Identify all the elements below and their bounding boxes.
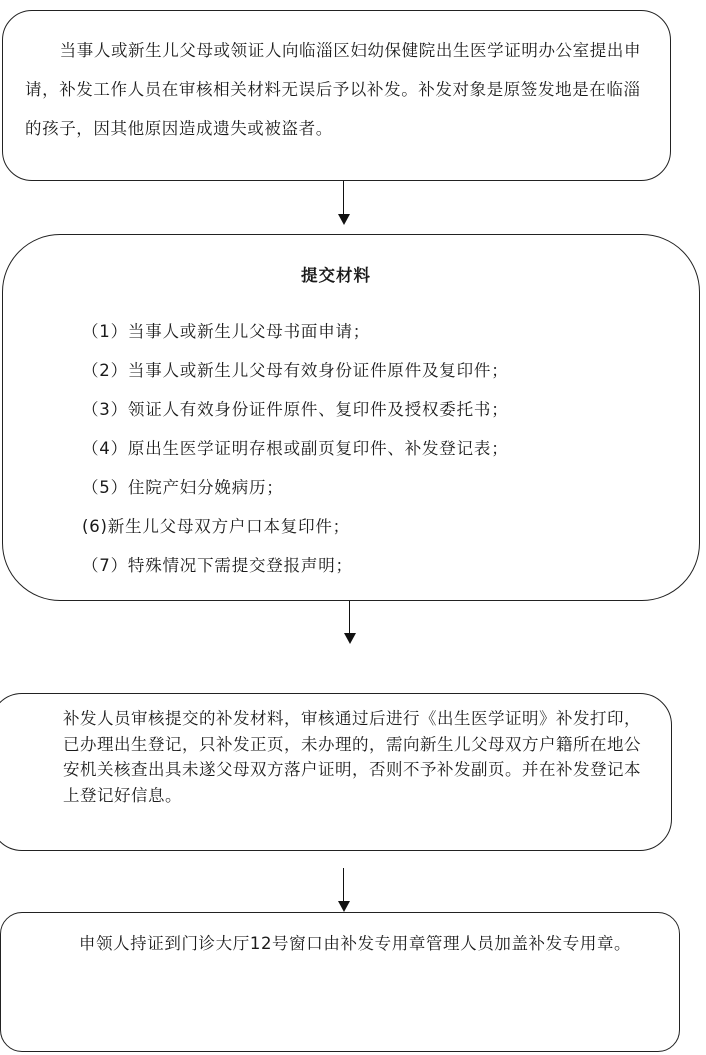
materials-item: (6)新生儿父母双方户口本复印件； — [82, 517, 350, 536]
flow-arrow-down — [344, 601, 356, 644]
step-stamp-text: 申领人持证到门诊大厅12号窗口由补发专用章管理人员加盖补发专用章。 — [78, 934, 632, 953]
step-materials-box — [2, 234, 700, 601]
materials-list — [82, 312, 509, 585]
step-application-text: 当事人或新生儿父母或领证人向临淄区妇幼保健院出生医学证明办公室提出申请，补发工作人员在审核相关材料无误后予以补发。补发对象是原签发地是在临淄的孩子，因其他原因造成遗失或被盗者。 — [25, 41, 642, 138]
materials-title: 提交材料 — [301, 266, 371, 285]
flow-arrow-down — [338, 181, 350, 225]
flow-arrow-down — [338, 868, 350, 912]
materials-item: （3）领证人有效身份证件原件、复印件及授权委托书； — [82, 400, 509, 419]
materials-item: （5）住院产妇分娩病历； — [82, 478, 284, 497]
step-application-box — [2, 10, 671, 181]
materials-item: （1）当事人或新生儿父母书面申请； — [82, 322, 371, 341]
step-review-box — [0, 693, 672, 851]
step-review-text: 补发人员审核提交的补发材料，审核通过后进行《出生医学证明》补发打印，已办理出生登记，只补发正页，未办理的，需向新生儿父母双方户籍所在地公安机关核查出具未遂父母双方落户证明，否则不予补发副页。并在补发登记本上登记好信息。 — [63, 709, 641, 805]
materials-item: （4）原出生医学证明存根或副页复印件、补发登记表； — [82, 439, 509, 458]
step-stamp-box — [0, 912, 680, 1052]
materials-item: （7）特殊情况下需提交登报声明； — [82, 556, 353, 575]
materials-item: （2）当事人或新生儿父母有效身份证件原件及复印件； — [82, 361, 509, 380]
